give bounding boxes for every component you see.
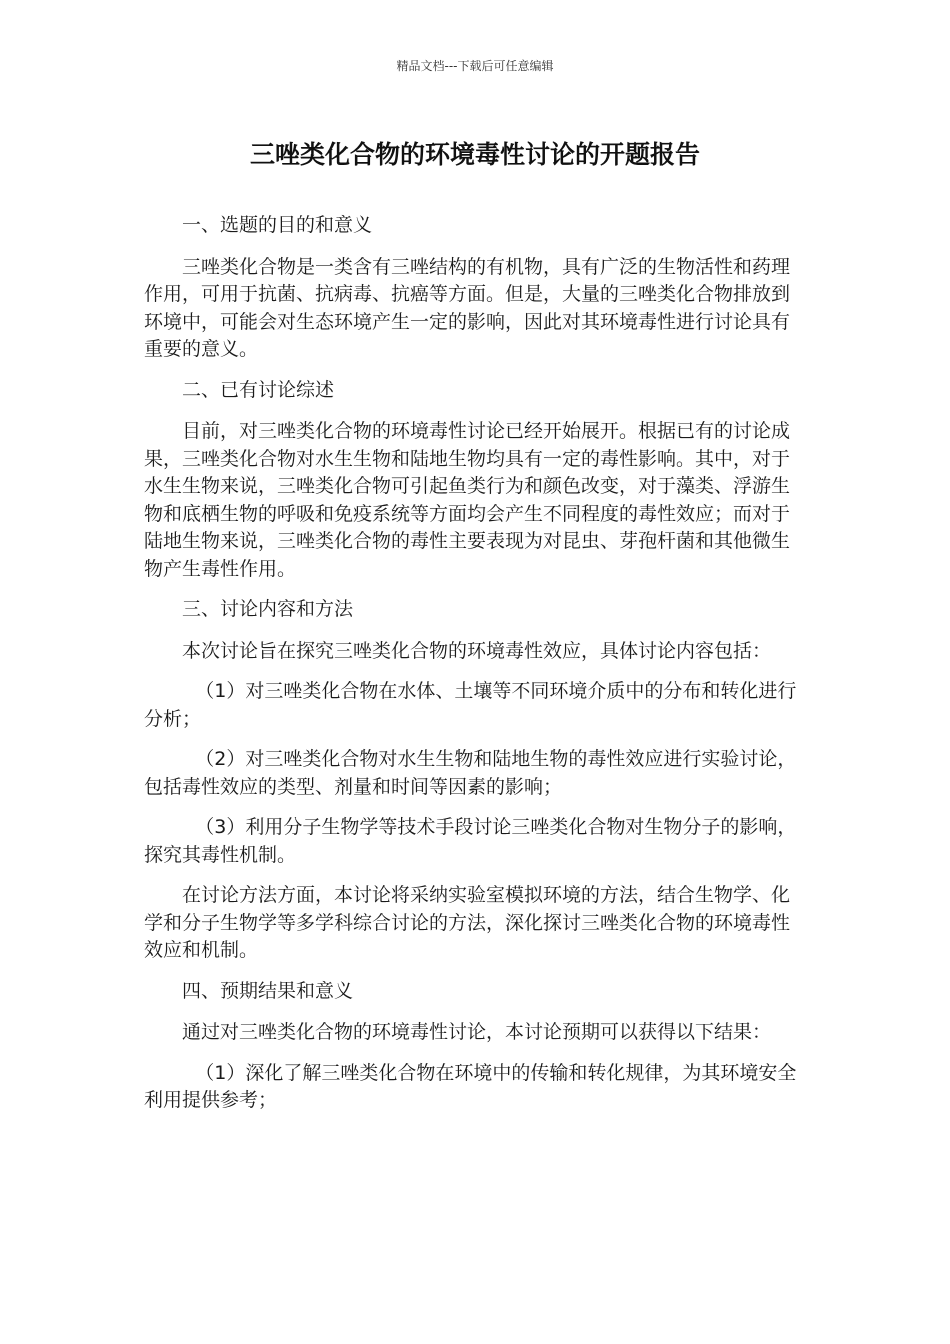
list-item-methods-1: （1）对三唑类化合物在水体、土壤等不同环境介质中的分布和转化进行分析；	[144, 680, 797, 730]
page-header: 精品文档---下载后可任意编辑	[396, 59, 554, 73]
paragraph-methods-approach: 在讨论方法方面，本讨论将采纳实验室模拟环境的方法，结合生物学、化学和分子生物学等多学科综合讨论的方法，深化探讨三唑类化合物的环境毒性效应和机制。	[144, 884, 791, 961]
section-heading-methods: 三、讨论内容和方法	[182, 598, 354, 620]
document-title: 三唑类化合物的环境毒性讨论的开题报告	[249, 140, 700, 169]
paragraph-purpose: 三唑类化合物是一类含有三唑结构的有机物，具有广泛的生物活性和药理作用，可用于抗菌、抗病毒、抗癌等方面。但是，大量的三唑类化合物排放到环境中，可能会对生态环境产生一定的影响，因此对其环境毒性进行讨论具有重要的意义。	[144, 255, 791, 360]
list-item-results-1: （1）深化了解三唑类化合物在环境中的传输和转化规律，为其环境安全利用提供参考；	[144, 1061, 797, 1111]
section-heading-review: 二、已有讨论综述	[182, 378, 335, 401]
list-item-methods-2: （2）对三唑类化合物对水生生物和陆地生物的毒性效应进行实验讨论，包括毒性效应的类型、剂量和时间等因素的影响；	[144, 748, 797, 798]
list-item-methods-3: （3）利用分子生物学等技术手段讨论三唑类化合物对生物分子的影响，探究其毒性机制。	[144, 816, 797, 866]
section-heading-purpose: 一、选题的目的和意义	[182, 214, 373, 236]
paragraph-results-intro: 通过对三唑类化合物的环境毒性讨论，本讨论预期可以获得以下结果：	[182, 1021, 772, 1043]
paragraph-review: 目前，对三唑类化合物的环境毒性讨论已经开始展开。根据已有的讨论成果，三唑类化合物对水生生物和陆地生物均具有一定的毒性影响。其中，对于水生生物来说，三唑类化合物可引起鱼类行为和颜色改变，对于藻类、浮游生物和底栖生物的呼吸和免疫系统等方面均会产生不同程度的毒性效应；而对于陆地生物来说，三唑类化合物的毒性主要表现为对昆虫、芽孢杆菌和其他微生物产生毒性作用。	[144, 420, 791, 580]
paragraph-methods-intro: 本次讨论旨在探究三唑类化合物的环境毒性效应，具体讨论内容包括：	[182, 639, 772, 662]
document-body	[144, 212, 808, 1128]
section-heading-results: 四、预期结果和意义	[182, 979, 354, 1002]
